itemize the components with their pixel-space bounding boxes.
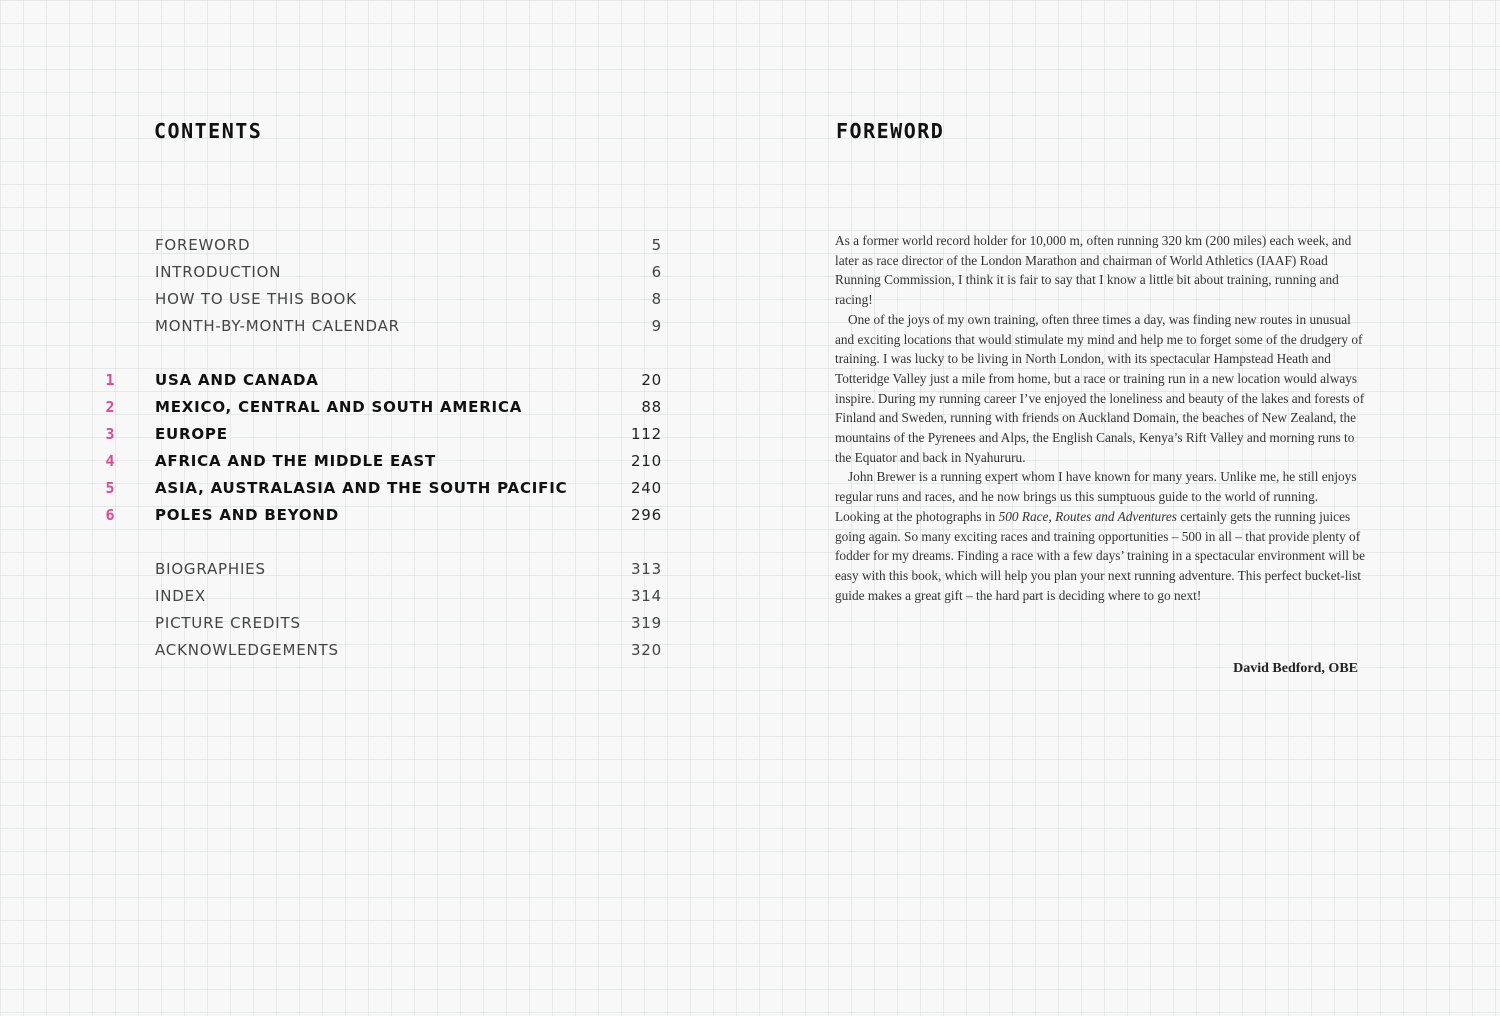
toc-entry-page: 296: [630, 506, 662, 524]
chapter-number: 1: [105, 371, 115, 389]
foreword-paragraph: As a former world record holder for 10,000 m, often running 320 km (200 miles) each week, and later as race director of the London Marathon and chairman of World Athletics (IAAF) Road Running Commission, I think it is fair to say that I know a little bit about training, running and racing!: [835, 233, 1352, 308]
toc-entry-biographies[interactable]: [100, 556, 662, 583]
toc-entry-page: 320: [630, 641, 662, 659]
foreword-heading: FOREWORD: [836, 119, 945, 143]
toc-region-africa-middle-east[interactable]: [100, 448, 662, 475]
toc-entry-page: 314: [630, 587, 662, 605]
chapter-number: 4: [105, 452, 115, 470]
toc-entry-label: INTRODUCTION: [155, 263, 282, 281]
toc-entry-label: AFRICA AND THE MIDDLE EAST: [155, 452, 437, 470]
toc-entry-label: FOREWORD: [155, 236, 251, 254]
toc-region-europe[interactable]: [100, 421, 662, 448]
toc-entry-foreword[interactable]: [100, 232, 662, 259]
toc-entry-index[interactable]: [100, 583, 662, 610]
foreword-text: certainly gets the running juices going again. So many exciting races and training opportunities – 500 in all – that provide plenty of fodder for my dreams. Finding a race with a few days’ training in a spectacular environment will be easy with this book, which will help you plan your next running adventure. This perfect bucket-list guide makes a great gift – the hard part is deciding where to go next!: [835, 508, 1365, 603]
toc-entry-label: ACKNOWLEDGEMENTS: [155, 641, 339, 659]
chapter-number: 3: [105, 425, 115, 443]
toc-entry-label: EUROPE: [155, 425, 228, 443]
toc-entry-acknowledgements[interactable]: [100, 637, 662, 664]
toc-entry-picture-credits[interactable]: [100, 610, 662, 637]
toc-entry-page: 20: [641, 371, 662, 389]
toc-entry-label: INDEX: [155, 587, 206, 605]
toc-entry-label: USA AND CANADA: [155, 371, 319, 389]
book-title: 500 Race, Routes and Adventures: [998, 508, 1177, 524]
toc-entry-page: 210: [630, 452, 662, 470]
toc-entry-label: ASIA, AUSTRALASIA AND THE SOUTH PACIFIC: [155, 479, 568, 497]
toc-entry-page: 313: [630, 560, 662, 578]
toc-entry-label: PICTURE CREDITS: [155, 614, 301, 632]
toc-entry-label: MONTH-BY-MONTH CALENDAR: [155, 317, 400, 335]
toc-region-poles[interactable]: [100, 502, 662, 529]
toc-entry-label: BIOGRAPHIES: [155, 560, 266, 578]
foreword-paragraph: One of the joys of my own training, often three times a day, was finding new routes in unusual and exciting locations that would stimulate my mind and help me to forget some of the drudgery of training. I was lucky to be living in North London, with its spectacular Hampstead Heath and Totteridge Valley just a mile from home, but a race or training run in a new location would always inspire. During my running career I’ve enjoyed the loneliness and beauty of the lakes and forests of Finland and Sweden, running with friends on Auckland Domain, the beaches of New Zealand, the mountains of the Pyrenees and Alps, the English Canals, Kenya’s Rift Valley and morning runs to the Equator and back in Nyahururu.: [835, 311, 1365, 465]
toc-entry-page: 5: [651, 236, 662, 254]
toc-entry-how-to-use[interactable]: [100, 286, 662, 313]
toc-entry-page: 88: [641, 398, 662, 416]
toc-entry-label: MEXICO, CENTRAL AND SOUTH AMERICA: [155, 398, 523, 416]
toc-entry-label: POLES AND BEYOND: [155, 506, 339, 524]
chapter-number: 5: [105, 479, 115, 497]
toc-back-matter: [100, 556, 662, 664]
toc-entry-introduction[interactable]: [100, 259, 662, 286]
toc-front-matter: [100, 232, 662, 340]
toc-entry-page: 112: [630, 425, 662, 443]
toc-entry-calendar[interactable]: [100, 313, 662, 340]
toc-entry-page: 319: [630, 614, 662, 632]
chapter-number: 6: [105, 506, 115, 524]
foreword-body: [835, 231, 1365, 605]
toc-entry-page: 240: [630, 479, 662, 497]
toc-entry-page: 8: [651, 290, 662, 308]
foreword-paragraph: [835, 467, 1365, 605]
chapter-number: 2: [105, 398, 115, 416]
toc-region-latin-america[interactable]: [100, 394, 662, 421]
toc-entry-label: HOW TO USE THIS BOOK: [155, 290, 357, 308]
toc-region-usa-canada[interactable]: [100, 367, 662, 394]
toc-region-asia-pacific[interactable]: [100, 475, 662, 502]
toc-entry-page: 9: [651, 317, 662, 335]
toc-entry-page: 6: [651, 263, 662, 281]
foreword-signature: David Bedford, OBE: [1233, 661, 1358, 676]
toc-regions: [100, 367, 662, 529]
contents-heading: CONTENTS: [154, 119, 263, 143]
foreword-text: John Brewer is a running expert whom I have known for many years. Unlike me, he still enjoys regular runs and races, and he now brings us this sumptuous guide to the world of running. Looking at the photographs in: [835, 469, 1357, 524]
